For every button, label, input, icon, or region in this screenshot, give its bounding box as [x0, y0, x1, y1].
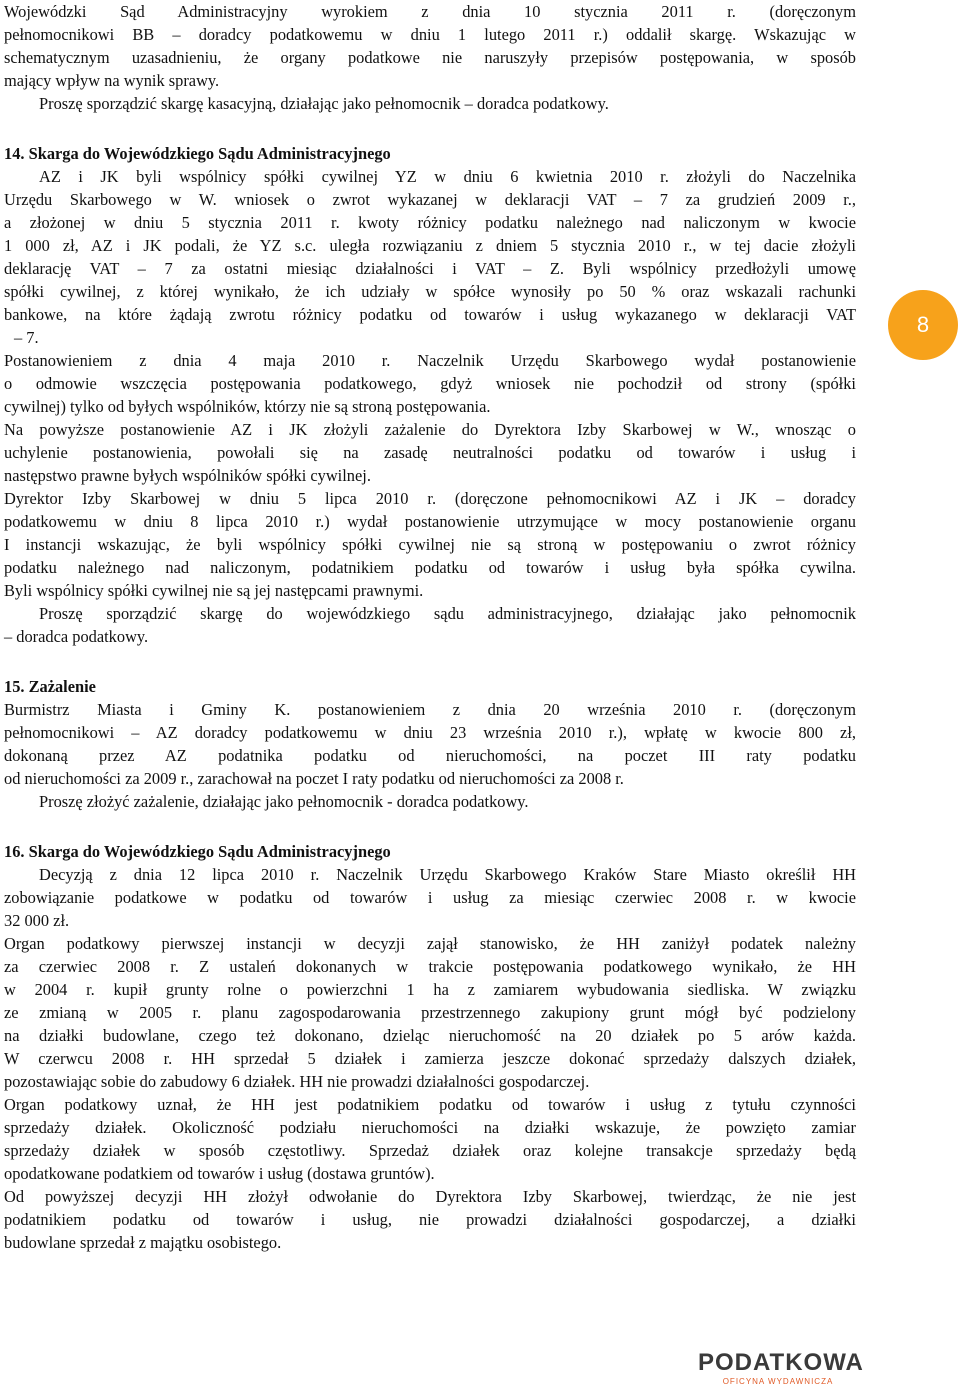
- case14-line-6: spółki cywilnej, z której wynikało, że ich udziały w spółce wynosiły po 50 % oraz wskazali rachunki: [4, 282, 856, 301]
- case16-line-4: Organ podatkowy pierwszej instancji w decyzji zajął stanowisko, że HH zaniżył podatek należny: [4, 934, 856, 953]
- publisher-logo: [698, 1349, 864, 1390]
- case16-line-12: sprzedaży działek. Okoliczność podziału nieruchomości na działki wskazuje, że powzięto zamiar: [4, 1118, 856, 1137]
- case16-line-10: pozostawiając sobie do zabudowy 6 działek. HH nie prowadzi działalności gospodarczej.: [4, 1072, 590, 1091]
- case16-line-13: sprzedaży działek w sposób częstotliwy. Sprzedaż działek oraz kolejne transakcje sprzedaży będą: [4, 1141, 856, 1160]
- intro-line-4: mający wpływ na wynik sprawy.: [4, 71, 220, 90]
- case15-instruction: Proszę złożyć zażalenie, działając jako pełnomocnik - doradca podatkowy.: [39, 792, 529, 811]
- case16-line-14: opodatkowane podatkiem od towarów i usług (dostawa gruntów).: [4, 1164, 435, 1183]
- case15-line-1: Burmistrz Miasta i Gminy K. postanowieniem z dnia 20 września 2010 r. (doręczonym: [4, 700, 856, 719]
- case14-instruction-end: – doradca podatkowy.: [4, 627, 149, 646]
- intro-line-3: schematycznym uzasadnieniu, że organy podatkowe nie naruszyły przepisów postępowania, w sposób: [4, 48, 856, 67]
- case14-line-9: Postanowieniem z dnia 4 maja 2010 r. Naczelnik Urzędu Skarbowego wydał postanowienie: [4, 351, 856, 370]
- logo-tagline: OFICYNA WYDAWNICZA: [722, 1377, 834, 1386]
- case14-line-19: Byli wspólnicy spółki cywilnej nie są jej następcami prawnymi.: [4, 581, 424, 600]
- case14-line-1: AZ i JK byli wspólnicy spółki cywilnej YZ w dniu 6 kwietnia 2010 r. złożyli do Naczelnika: [39, 167, 856, 186]
- case15-line-2: pełnomocnikowi – AZ doradcy podatkowemu w dniu 23 września 2010 r.), wpłatę w kwocie 800 zł,: [4, 723, 856, 742]
- page-number-badge: 8: [888, 290, 958, 360]
- case15-heading: 15. Zażalenie: [4, 677, 96, 696]
- case14-line-16: podatkowemu w dniu 8 lipca 2010 r.) wydał postanowienie utrzymujące w mocy postanowienie organu: [4, 512, 856, 531]
- case14-line-15: Dyrektor Izby Skarbowej w dniu 5 lipca 2010 r. (doręczone pełnomocnikowi AZ i JK – doradcy: [4, 489, 856, 508]
- case16-heading: 16. Skarga do Wojewódzkiego Sądu Administracyjnego: [4, 842, 391, 861]
- logo-name: PODATKOWA: [698, 1349, 864, 1376]
- case14-line-7: bankowe, na które żądają zwrotu różnicy podatku od towarów i usług wykazanego w deklaracji VAT: [4, 305, 856, 324]
- case16-line-5: za czerwiec 2008 r. Z ustaleń dokonanych w trakcie postępowania podatkowego wynikało, że HH: [4, 957, 856, 976]
- case14-instruction: Proszę sporządzić skargę do wojewódzkiego sądu administracyjnego, działając jako pełnomocnik: [39, 604, 856, 623]
- case14-line-2: Urzędu Skarbowego w W. wniosek o zwrot wykazanej w deklaracji VAT – 7 za grudzień 2009 r.,: [4, 190, 856, 209]
- case14-line-17: I instancji wskazując, że byli wspólnicy spółki cywilnej nie są stroną w postępowaniu o zwrot różnicy: [4, 535, 856, 554]
- intro-line-1: Wojewódzki Sąd Administracyjny wyrokiem z dnia 10 stycznia 2011 r. (doręczonym: [4, 2, 856, 21]
- case16-line-17: budowlane sprzedał z majątku osobistego.: [4, 1233, 282, 1252]
- case16-line-3: 32 000 zł.: [4, 911, 70, 930]
- intro-instruction: Proszę sporządzić skargę kasacyjną, działając jako pełnomocnik – doradca podatkowy.: [39, 94, 609, 113]
- case14-line-14: następstwo prawne byłych wspólników spółki cywilnej.: [4, 466, 371, 485]
- case16-line-2: zobowiązanie podatkowe w podatku od towarów i usług za miesiąc czerwiec 2008 r. w kwocie: [4, 888, 856, 907]
- case15-line-3: dokonaną przez AZ podatnika podatku od nieruchomości, na poczet III raty podatku: [4, 746, 856, 765]
- case14-line-10: o odmowie wszczęcia postępowania podatkowego, gdyż wniosek nie pochodził od strony (spółki: [4, 374, 856, 393]
- case16-line-8: na działki budowlane, czego też dokonano, dzieląc nieruchomość na 20 działek po 5 arów każda.: [4, 1026, 856, 1045]
- case16-line-16: podatnikiem podatku od towarów i usług, nie prowadzi działalności gospodarczej, a działki: [4, 1210, 856, 1229]
- case14-line-11: cywilnej) tylko od byłych wspólników, którzy nie są stroną postępowania.: [4, 397, 491, 416]
- case16-line-7: ze zmianą w 2005 r. planu zagospodarowania przestrzennego zakupiony grunt mógł być podzielony: [4, 1003, 856, 1022]
- case16-line-6: w 2004 r. kupił grunty rolne o powierzchni 1 ha z zamiarem wybudowania siedliska. W związku: [4, 980, 856, 999]
- case16-line-15: Od powyższej decyzji HH złożył odwołanie do Dyrektora Izby Skarbowej, twierdząc, że nie jest: [4, 1187, 856, 1206]
- case14-line-5: deklarację VAT – 7 za ostatni miesiąc działalności i VAT – Z. Byli wspólnicy przedłożyli umowę: [4, 259, 856, 278]
- case14-line-18: podatku należnego nad naliczonym, podatnikiem podatku od towarów i usług była spółka cywilna.: [4, 558, 856, 577]
- case14-line-3: a złożonej w dniu 5 stycznia 2011 r. kwoty różnicy podatku należnego nad naliczonym w kwocie: [4, 213, 856, 232]
- case14-line-12: Na powyższe postanowienie AZ i JK złożyli zażalenie do Dyrektora Izby Skarbowej w W., wnosząc o: [4, 420, 856, 439]
- case14-line-8: – 7.: [14, 328, 39, 347]
- case16-line-9: W czerwcu 2008 r. HH sprzedał 5 działek i zamierza jeszcze dokonać sprzedaży dalszych działek,: [4, 1049, 856, 1068]
- case15-line-4: od nieruchomości za 2009 r., zarachował na poczet I raty podatku od nieruchomości za 2008 r.: [4, 769, 624, 788]
- case14-heading: 14. Skarga do Wojewódzkiego Sądu Administracyjnego: [4, 144, 391, 163]
- case16-line-1: Decyzją z dnia 12 lipca 2010 r. Naczelnik Urzędu Skarbowego Kraków Stare Miasto określił HH: [39, 865, 856, 884]
- case16-line-11: Organ podatkowy uznał, że HH jest podatnikiem podatku od towarów i usług z tytułu czynności: [4, 1095, 856, 1114]
- intro-line-2: pełnomocnikowi BB – doradcy podatkowemu w dniu 1 lutego 2011 r.) oddalił skargę. Wskazując w: [4, 25, 856, 44]
- case14-line-4: 1 000 zł, AZ i JK podali, że YZ s.c. uległa rozwiązaniu z dniem 5 stycznia 2010 r., w tej dacie złożyli: [4, 236, 856, 255]
- case14-line-13: uchylenie postanowienia, powołali się na zasadę neutralności podatku od towarów i usług i: [4, 443, 856, 462]
